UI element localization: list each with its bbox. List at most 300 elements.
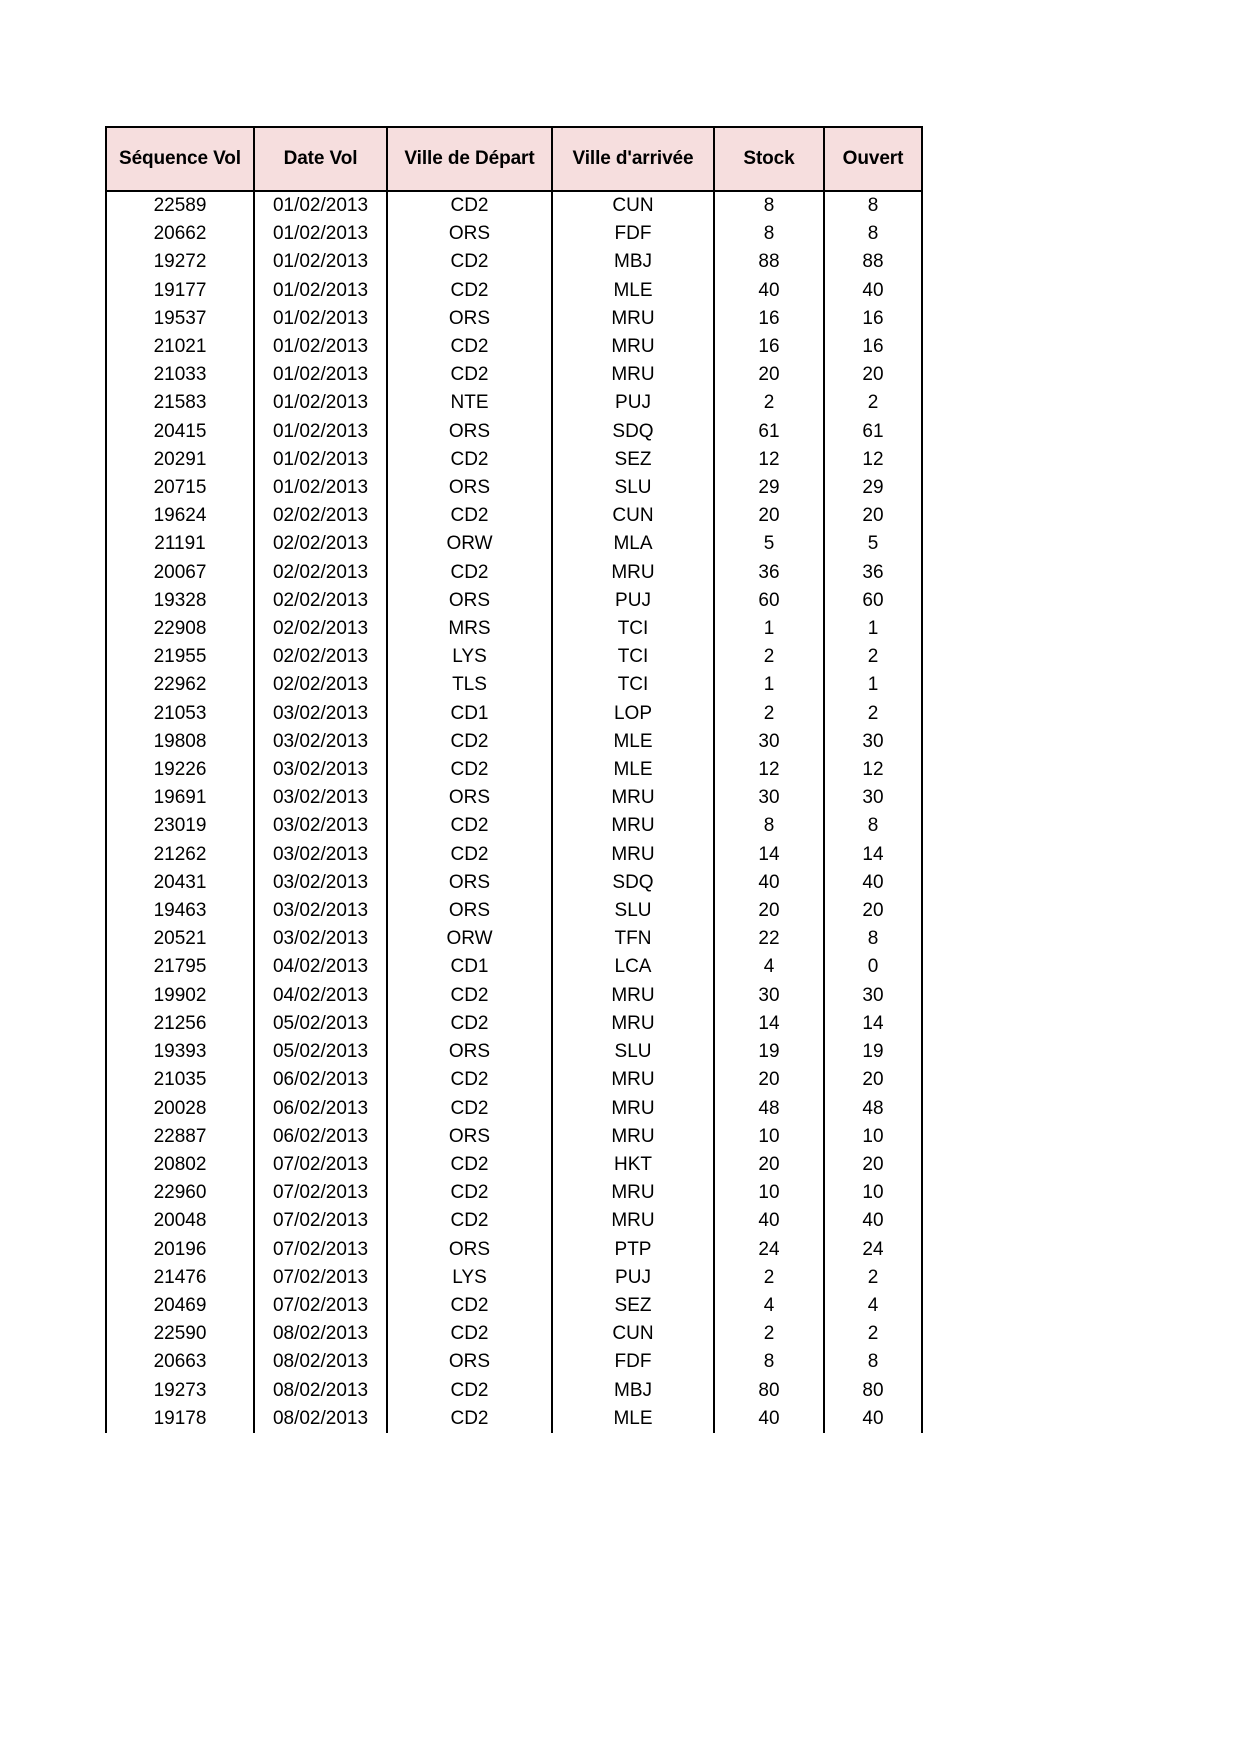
cell-ville-d-arrivee: PUJ xyxy=(552,587,714,615)
cell-ville-de-depart: CD2 xyxy=(387,1405,552,1433)
cell-ouvert: 2 xyxy=(824,643,922,671)
cell-sequence-vol: 21053 xyxy=(106,700,254,728)
cell-stock: 24 xyxy=(714,1236,824,1264)
cell-ville-d-arrivee: SEZ xyxy=(552,1292,714,1320)
table-row xyxy=(106,1405,922,1433)
cell-ville-d-arrivee: MRU xyxy=(552,1179,714,1207)
cell-stock: 19 xyxy=(714,1038,824,1066)
cell-date-vol: 04/02/2013 xyxy=(254,953,387,981)
table-row xyxy=(106,643,922,671)
cell-sequence-vol: 19691 xyxy=(106,784,254,812)
cell-sequence-vol: 20028 xyxy=(106,1095,254,1123)
cell-stock: 40 xyxy=(714,1207,824,1235)
cell-sequence-vol: 20048 xyxy=(106,1207,254,1235)
cell-ville-d-arrivee: LOP xyxy=(552,700,714,728)
cell-sequence-vol: 21021 xyxy=(106,333,254,361)
table-row xyxy=(106,559,922,587)
cell-date-vol: 02/02/2013 xyxy=(254,559,387,587)
cell-ouvert: 30 xyxy=(824,728,922,756)
cell-ville-de-depart: CD2 xyxy=(387,841,552,869)
cell-ville-d-arrivee: CUN xyxy=(552,1320,714,1348)
table-row xyxy=(106,841,922,869)
cell-ville-de-depart: ORS xyxy=(387,474,552,502)
table-row xyxy=(106,1123,922,1151)
cell-ville-de-depart: ORS xyxy=(387,784,552,812)
flight-stock-table xyxy=(105,126,923,1433)
table-row xyxy=(106,587,922,615)
table-row xyxy=(106,361,922,389)
table-row xyxy=(106,1292,922,1320)
cell-sequence-vol: 19537 xyxy=(106,305,254,333)
cell-ville-de-depart: CD2 xyxy=(387,1377,552,1405)
table-row xyxy=(106,897,922,925)
cell-ouvert: 2 xyxy=(824,1320,922,1348)
cell-sequence-vol: 20521 xyxy=(106,925,254,953)
table-row xyxy=(106,925,922,953)
cell-ouvert: 0 xyxy=(824,953,922,981)
cell-ville-d-arrivee: MRU xyxy=(552,1095,714,1123)
cell-ouvert: 8 xyxy=(824,220,922,248)
cell-ouvert: 4 xyxy=(824,1292,922,1320)
cell-sequence-vol: 19328 xyxy=(106,587,254,615)
table-row xyxy=(106,1095,922,1123)
cell-ville-d-arrivee: MRU xyxy=(552,361,714,389)
cell-stock: 4 xyxy=(714,953,824,981)
cell-ville-de-depart: CD2 xyxy=(387,191,552,220)
cell-ville-d-arrivee: LCA xyxy=(552,953,714,981)
table-row xyxy=(106,756,922,784)
cell-ouvert: 8 xyxy=(824,1348,922,1376)
cell-ouvert: 2 xyxy=(824,389,922,417)
table-row xyxy=(106,1066,922,1094)
cell-sequence-vol: 19393 xyxy=(106,1038,254,1066)
cell-sequence-vol: 19463 xyxy=(106,897,254,925)
table-row xyxy=(106,812,922,840)
cell-date-vol: 06/02/2013 xyxy=(254,1095,387,1123)
cell-ouvert: 20 xyxy=(824,897,922,925)
cell-ville-d-arrivee: MLE xyxy=(552,756,714,784)
cell-ville-de-depart: MRS xyxy=(387,615,552,643)
cell-ouvert: 8 xyxy=(824,812,922,840)
cell-stock: 8 xyxy=(714,191,824,220)
cell-sequence-vol: 22589 xyxy=(106,191,254,220)
cell-ville-d-arrivee: MRU xyxy=(552,1010,714,1038)
cell-ouvert: 10 xyxy=(824,1123,922,1151)
cell-ville-de-depart: ORS xyxy=(387,1348,552,1376)
cell-date-vol: 01/02/2013 xyxy=(254,389,387,417)
cell-ouvert: 8 xyxy=(824,925,922,953)
cell-ville-de-depart: CD1 xyxy=(387,700,552,728)
cell-sequence-vol: 19178 xyxy=(106,1405,254,1433)
cell-date-vol: 08/02/2013 xyxy=(254,1348,387,1376)
cell-date-vol: 03/02/2013 xyxy=(254,756,387,784)
cell-ville-de-depart: CD2 xyxy=(387,1095,552,1123)
cell-ville-d-arrivee: SEZ xyxy=(552,446,714,474)
cell-ville-de-depart: CD2 xyxy=(387,502,552,530)
table-row xyxy=(106,389,922,417)
cell-ville-de-depart: CD2 xyxy=(387,1010,552,1038)
cell-sequence-vol: 19624 xyxy=(106,502,254,530)
table-row xyxy=(106,220,922,248)
table-row xyxy=(106,615,922,643)
cell-stock: 40 xyxy=(714,277,824,305)
cell-stock: 10 xyxy=(714,1123,824,1151)
cell-ouvert: 2 xyxy=(824,1264,922,1292)
cell-ville-de-depart: TLS xyxy=(387,671,552,699)
cell-date-vol: 07/02/2013 xyxy=(254,1236,387,1264)
table-row xyxy=(106,1320,922,1348)
cell-ville-de-depart: ORS xyxy=(387,220,552,248)
cell-sequence-vol: 22887 xyxy=(106,1123,254,1151)
cell-ouvert: 20 xyxy=(824,1151,922,1179)
cell-stock: 8 xyxy=(714,220,824,248)
table-row xyxy=(106,191,922,220)
cell-ville-d-arrivee: MLE xyxy=(552,728,714,756)
table-row xyxy=(106,982,922,1010)
table-row xyxy=(106,1207,922,1235)
cell-date-vol: 01/02/2013 xyxy=(254,446,387,474)
cell-sequence-vol: 21262 xyxy=(106,841,254,869)
cell-stock: 61 xyxy=(714,418,824,446)
cell-ville-d-arrivee: MBJ xyxy=(552,1377,714,1405)
cell-ouvert: 20 xyxy=(824,502,922,530)
cell-stock: 1 xyxy=(714,615,824,643)
cell-ouvert: 16 xyxy=(824,305,922,333)
cell-ouvert: 30 xyxy=(824,982,922,1010)
cell-stock: 2 xyxy=(714,1264,824,1292)
cell-ville-d-arrivee: MLA xyxy=(552,530,714,558)
column-header-ville-de-depart: Ville de Départ xyxy=(387,127,552,191)
cell-stock: 2 xyxy=(714,700,824,728)
cell-date-vol: 03/02/2013 xyxy=(254,897,387,925)
cell-sequence-vol: 19177 xyxy=(106,277,254,305)
cell-stock: 40 xyxy=(714,869,824,897)
cell-ville-d-arrivee: MRU xyxy=(552,1207,714,1235)
cell-stock: 12 xyxy=(714,446,824,474)
cell-ville-d-arrivee: MRU xyxy=(552,333,714,361)
cell-stock: 16 xyxy=(714,305,824,333)
cell-sequence-vol: 20802 xyxy=(106,1151,254,1179)
cell-ville-d-arrivee: TCI xyxy=(552,643,714,671)
cell-date-vol: 08/02/2013 xyxy=(254,1405,387,1433)
cell-date-vol: 01/02/2013 xyxy=(254,191,387,220)
cell-ville-d-arrivee: PUJ xyxy=(552,1264,714,1292)
cell-ouvert: 24 xyxy=(824,1236,922,1264)
cell-ville-de-depart: LYS xyxy=(387,1264,552,1292)
cell-stock: 2 xyxy=(714,389,824,417)
column-header-ville-d-arrivee: Ville d'arrivée xyxy=(552,127,714,191)
cell-stock: 4 xyxy=(714,1292,824,1320)
cell-date-vol: 07/02/2013 xyxy=(254,1151,387,1179)
column-header-date-vol: Date Vol xyxy=(254,127,387,191)
cell-ville-de-depart: CD2 xyxy=(387,1207,552,1235)
cell-stock: 22 xyxy=(714,925,824,953)
cell-date-vol: 01/02/2013 xyxy=(254,333,387,361)
cell-sequence-vol: 20291 xyxy=(106,446,254,474)
cell-stock: 30 xyxy=(714,982,824,1010)
cell-ouvert: 40 xyxy=(824,277,922,305)
cell-ville-d-arrivee: CUN xyxy=(552,502,714,530)
cell-stock: 2 xyxy=(714,643,824,671)
cell-date-vol: 07/02/2013 xyxy=(254,1292,387,1320)
cell-date-vol: 03/02/2013 xyxy=(254,728,387,756)
cell-ville-de-depart: CD2 xyxy=(387,333,552,361)
table-row xyxy=(106,502,922,530)
cell-ville-d-arrivee: SLU xyxy=(552,474,714,502)
cell-ville-de-depart: ORS xyxy=(387,1123,552,1151)
cell-date-vol: 05/02/2013 xyxy=(254,1010,387,1038)
cell-ouvert: 1 xyxy=(824,671,922,699)
cell-date-vol: 03/02/2013 xyxy=(254,784,387,812)
cell-ouvert: 5 xyxy=(824,530,922,558)
cell-stock: 8 xyxy=(714,812,824,840)
cell-ville-de-depart: ORS xyxy=(387,418,552,446)
cell-ouvert: 36 xyxy=(824,559,922,587)
cell-ouvert: 40 xyxy=(824,1207,922,1235)
cell-ouvert: 48 xyxy=(824,1095,922,1123)
cell-ville-de-depart: CD2 xyxy=(387,559,552,587)
cell-sequence-vol: 20469 xyxy=(106,1292,254,1320)
cell-date-vol: 02/02/2013 xyxy=(254,643,387,671)
cell-date-vol: 01/02/2013 xyxy=(254,277,387,305)
cell-sequence-vol: 20067 xyxy=(106,559,254,587)
cell-stock: 36 xyxy=(714,559,824,587)
cell-stock: 48 xyxy=(714,1095,824,1123)
cell-stock: 8 xyxy=(714,1348,824,1376)
cell-ouvert: 88 xyxy=(824,248,922,276)
cell-ville-d-arrivee: MRU xyxy=(552,1123,714,1151)
cell-date-vol: 07/02/2013 xyxy=(254,1179,387,1207)
cell-date-vol: 07/02/2013 xyxy=(254,1264,387,1292)
cell-ouvert: 80 xyxy=(824,1377,922,1405)
cell-ville-de-depart: CD2 xyxy=(387,1066,552,1094)
cell-stock: 88 xyxy=(714,248,824,276)
cell-ville-de-depart: CD2 xyxy=(387,1292,552,1320)
cell-ouvert: 14 xyxy=(824,1010,922,1038)
cell-stock: 30 xyxy=(714,784,824,812)
cell-ville-de-depart: ORS xyxy=(387,1038,552,1066)
cell-sequence-vol: 19273 xyxy=(106,1377,254,1405)
table-row xyxy=(106,869,922,897)
table-row xyxy=(106,1151,922,1179)
cell-ouvert: 61 xyxy=(824,418,922,446)
table-row xyxy=(106,1236,922,1264)
cell-sequence-vol: 22590 xyxy=(106,1320,254,1348)
cell-date-vol: 01/02/2013 xyxy=(254,361,387,389)
cell-stock: 1 xyxy=(714,671,824,699)
table-header xyxy=(106,127,922,191)
cell-sequence-vol: 21795 xyxy=(106,953,254,981)
cell-ville-de-depart: LYS xyxy=(387,643,552,671)
table-row xyxy=(106,1010,922,1038)
cell-ville-de-depart: CD2 xyxy=(387,728,552,756)
cell-ouvert: 16 xyxy=(824,333,922,361)
cell-ville-de-depart: CD2 xyxy=(387,812,552,840)
cell-ville-de-depart: ORS xyxy=(387,869,552,897)
cell-ville-de-depart: ORS xyxy=(387,1236,552,1264)
cell-ouvert: 40 xyxy=(824,1405,922,1433)
cell-ville-d-arrivee: SLU xyxy=(552,897,714,925)
cell-ouvert: 40 xyxy=(824,869,922,897)
cell-ville-de-depart: ORS xyxy=(387,587,552,615)
cell-ville-de-depart: NTE xyxy=(387,389,552,417)
cell-sequence-vol: 19226 xyxy=(106,756,254,784)
cell-date-vol: 06/02/2013 xyxy=(254,1123,387,1151)
cell-ville-de-depart: ORS xyxy=(387,305,552,333)
cell-ville-de-depart: CD2 xyxy=(387,446,552,474)
cell-sequence-vol: 20663 xyxy=(106,1348,254,1376)
cell-ouvert: 2 xyxy=(824,700,922,728)
cell-ouvert: 60 xyxy=(824,587,922,615)
cell-ville-d-arrivee: MLE xyxy=(552,277,714,305)
table-row xyxy=(106,1348,922,1376)
cell-ville-d-arrivee: FDF xyxy=(552,220,714,248)
cell-stock: 20 xyxy=(714,502,824,530)
cell-ville-d-arrivee: CUN xyxy=(552,191,714,220)
cell-date-vol: 03/02/2013 xyxy=(254,925,387,953)
cell-ville-de-depart: ORW xyxy=(387,530,552,558)
cell-stock: 5 xyxy=(714,530,824,558)
table-row xyxy=(106,248,922,276)
cell-ouvert: 29 xyxy=(824,474,922,502)
cell-sequence-vol: 21191 xyxy=(106,530,254,558)
table-row xyxy=(106,1179,922,1207)
cell-sequence-vol: 21476 xyxy=(106,1264,254,1292)
cell-ouvert: 14 xyxy=(824,841,922,869)
table-row xyxy=(106,784,922,812)
cell-ville-de-depart: CD2 xyxy=(387,1179,552,1207)
cell-date-vol: 03/02/2013 xyxy=(254,700,387,728)
cell-stock: 10 xyxy=(714,1179,824,1207)
column-header-sequence-vol: Séquence Vol xyxy=(106,127,254,191)
cell-stock: 80 xyxy=(714,1377,824,1405)
cell-sequence-vol: 21033 xyxy=(106,361,254,389)
cell-sequence-vol: 23019 xyxy=(106,812,254,840)
table-row xyxy=(106,418,922,446)
table-row xyxy=(106,277,922,305)
table-row xyxy=(106,446,922,474)
cell-date-vol: 02/02/2013 xyxy=(254,615,387,643)
table-header-row xyxy=(106,127,922,191)
cell-sequence-vol: 20415 xyxy=(106,418,254,446)
cell-ouvert: 1 xyxy=(824,615,922,643)
cell-date-vol: 03/02/2013 xyxy=(254,812,387,840)
cell-ouvert: 19 xyxy=(824,1038,922,1066)
cell-ville-d-arrivee: TFN xyxy=(552,925,714,953)
cell-sequence-vol: 19902 xyxy=(106,982,254,1010)
column-header-stock: Stock xyxy=(714,127,824,191)
cell-ville-de-depart: CD2 xyxy=(387,756,552,784)
cell-stock: 20 xyxy=(714,361,824,389)
cell-sequence-vol: 20196 xyxy=(106,1236,254,1264)
cell-stock: 29 xyxy=(714,474,824,502)
table-row xyxy=(106,305,922,333)
cell-sequence-vol: 19808 xyxy=(106,728,254,756)
cell-ouvert: 20 xyxy=(824,1066,922,1094)
cell-stock: 2 xyxy=(714,1320,824,1348)
cell-date-vol: 05/02/2013 xyxy=(254,1038,387,1066)
table-row xyxy=(106,1264,922,1292)
cell-date-vol: 02/02/2013 xyxy=(254,671,387,699)
table-row xyxy=(106,671,922,699)
cell-stock: 14 xyxy=(714,1010,824,1038)
cell-date-vol: 01/02/2013 xyxy=(254,248,387,276)
cell-ouvert: 12 xyxy=(824,756,922,784)
flight-stock-table-container xyxy=(105,126,921,1433)
cell-date-vol: 01/02/2013 xyxy=(254,305,387,333)
cell-stock: 30 xyxy=(714,728,824,756)
cell-ville-d-arrivee: TCI xyxy=(552,615,714,643)
table-row xyxy=(106,474,922,502)
cell-sequence-vol: 20662 xyxy=(106,220,254,248)
cell-ville-de-depart: CD2 xyxy=(387,361,552,389)
cell-date-vol: 01/02/2013 xyxy=(254,220,387,248)
cell-ville-d-arrivee: SDQ xyxy=(552,418,714,446)
cell-date-vol: 04/02/2013 xyxy=(254,982,387,1010)
cell-date-vol: 07/02/2013 xyxy=(254,1207,387,1235)
cell-ville-d-arrivee: MRU xyxy=(552,841,714,869)
cell-sequence-vol: 22908 xyxy=(106,615,254,643)
cell-date-vol: 08/02/2013 xyxy=(254,1320,387,1348)
table-row xyxy=(106,728,922,756)
cell-stock: 60 xyxy=(714,587,824,615)
cell-ouvert: 8 xyxy=(824,191,922,220)
cell-ouvert: 12 xyxy=(824,446,922,474)
cell-ville-de-depart: ORS xyxy=(387,897,552,925)
cell-ville-d-arrivee: PTP xyxy=(552,1236,714,1264)
cell-date-vol: 06/02/2013 xyxy=(254,1066,387,1094)
cell-sequence-vol: 22960 xyxy=(106,1179,254,1207)
cell-ville-d-arrivee: MRU xyxy=(552,559,714,587)
table-row xyxy=(106,700,922,728)
cell-sequence-vol: 20431 xyxy=(106,869,254,897)
cell-date-vol: 02/02/2013 xyxy=(254,502,387,530)
cell-ville-de-depart: CD2 xyxy=(387,277,552,305)
cell-stock: 12 xyxy=(714,756,824,784)
cell-date-vol: 01/02/2013 xyxy=(254,418,387,446)
cell-ville-d-arrivee: SLU xyxy=(552,1038,714,1066)
cell-stock: 14 xyxy=(714,841,824,869)
table-row xyxy=(106,1038,922,1066)
cell-stock: 20 xyxy=(714,1151,824,1179)
table-row xyxy=(106,333,922,361)
cell-ville-d-arrivee: MRU xyxy=(552,1066,714,1094)
column-header-ouvert: Ouvert xyxy=(824,127,922,191)
cell-stock: 20 xyxy=(714,897,824,925)
cell-ville-d-arrivee: FDF xyxy=(552,1348,714,1376)
cell-date-vol: 08/02/2013 xyxy=(254,1377,387,1405)
cell-ville-d-arrivee: TCI xyxy=(552,671,714,699)
cell-sequence-vol: 21035 xyxy=(106,1066,254,1094)
cell-date-vol: 03/02/2013 xyxy=(254,841,387,869)
cell-ville-de-depart: CD2 xyxy=(387,248,552,276)
cell-ville-d-arrivee: MRU xyxy=(552,784,714,812)
cell-ville-d-arrivee: HKT xyxy=(552,1151,714,1179)
cell-date-vol: 02/02/2013 xyxy=(254,587,387,615)
cell-ville-de-depart: ORW xyxy=(387,925,552,953)
table-row xyxy=(106,530,922,558)
cell-ville-d-arrivee: MBJ xyxy=(552,248,714,276)
cell-ville-d-arrivee: SDQ xyxy=(552,869,714,897)
cell-ville-d-arrivee: MRU xyxy=(552,982,714,1010)
cell-ville-de-depart: CD2 xyxy=(387,982,552,1010)
cell-stock: 40 xyxy=(714,1405,824,1433)
cell-ville-de-depart: CD2 xyxy=(387,1151,552,1179)
cell-ouvert: 20 xyxy=(824,361,922,389)
cell-ville-d-arrivee: MRU xyxy=(552,305,714,333)
cell-ouvert: 10 xyxy=(824,1179,922,1207)
cell-ville-de-depart: CD2 xyxy=(387,1320,552,1348)
